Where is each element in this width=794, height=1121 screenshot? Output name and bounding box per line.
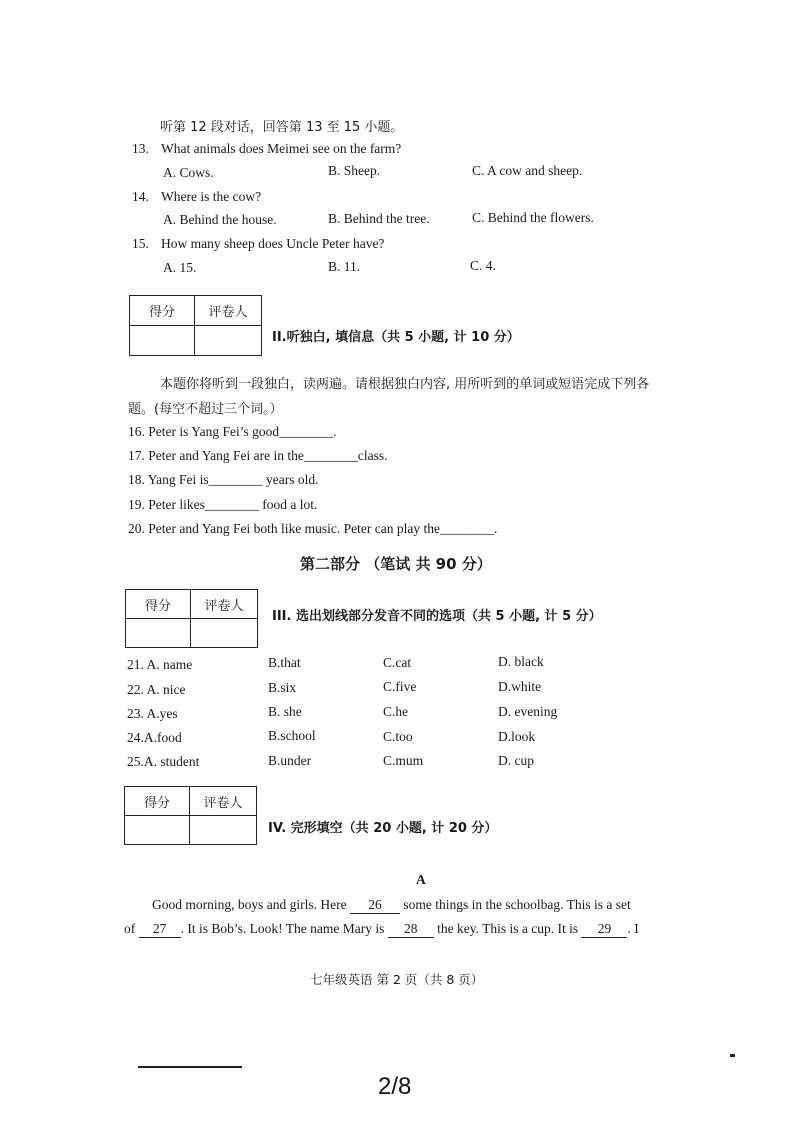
phonics-option: D.white — [498, 679, 542, 694]
phonics-option: C.mum — [383, 753, 424, 768]
scan-mark — [138, 1066, 242, 1068]
phonics-option: C.cat — [383, 655, 412, 670]
passage-label: A — [416, 872, 426, 887]
cloze-blank-28[interactable]: 28 — [388, 921, 434, 938]
score-label: 得分 — [126, 590, 191, 619]
phonics-option: B. she — [268, 704, 302, 719]
phonics-option: 22. A. nice — [127, 682, 186, 697]
option-b: B. 11. — [328, 259, 361, 274]
phonics-option: B.school — [268, 728, 316, 743]
grader-cell — [195, 326, 262, 356]
option-b: B. Behind the tree. — [328, 211, 430, 226]
phonics-option: 25.A. student — [127, 754, 200, 769]
grader-cell — [190, 816, 257, 845]
phonics-option: D. cup — [498, 753, 534, 768]
cloze-blank-26[interactable]: 26 — [350, 897, 400, 914]
grader-label: 评卷人 — [195, 296, 262, 326]
score-cell — [126, 619, 191, 648]
part3-title: III. 选出划线部分发音不同的选项（共 5 小题, 计 5 分） — [272, 609, 602, 624]
question-text: What animals does Meimei see on the farm? — [161, 141, 402, 156]
phonics-option: 23. A.yes — [127, 706, 178, 721]
score-label: 得分 — [130, 296, 195, 326]
phonics-option: B.six — [268, 680, 297, 695]
phonics-option: B.under — [268, 753, 312, 768]
passage-line: Good morning, boys and girls. Here 26 some things in the schoolbag. This is a set — [152, 897, 631, 912]
question-text: Where is the cow? — [161, 189, 262, 204]
listening-intro: 听第 12 段对话，回答第 13 至 15 小题。 — [160, 120, 404, 135]
answer-blank[interactable]: ________ — [279, 424, 334, 439]
phonics-option: D. black — [498, 654, 544, 669]
question-number: 13. — [132, 141, 149, 156]
grader-cell — [191, 619, 258, 648]
passage-line: of 27 . It is Bob’s. Look! The name Mary is 28 the key. This is a cup. It is 29 . I — [124, 921, 639, 936]
fill-item: 18. Yang Fei is________ years old. — [128, 472, 319, 487]
question-text: How many sheep does Uncle Peter have? — [161, 236, 385, 251]
grader-label: 评卷人 — [191, 590, 258, 619]
option-c: C. A cow and sheep. — [472, 163, 583, 178]
part4-title: IV. 完形填空（共 20 小题, 计 20 分） — [268, 821, 498, 836]
cloze-blank-29[interactable]: 29 — [581, 921, 627, 938]
phonics-option: C.he — [383, 704, 409, 719]
answer-blank[interactable]: ________ — [204, 497, 259, 512]
scan-mark — [730, 1054, 735, 1057]
option-a: A. Behind the house. — [163, 212, 277, 227]
part2-title: II.听独白, 填信息（共 5 小题, 计 10 分） — [272, 330, 520, 345]
score-box — [129, 295, 262, 356]
page-indicator: 2/8 — [378, 1073, 412, 1100]
phonics-option: D.look — [498, 729, 536, 744]
score-box — [124, 786, 257, 845]
option-a: A. Cows. — [163, 165, 214, 180]
option-c: C. Behind the flowers. — [472, 210, 594, 225]
score-box — [125, 589, 258, 648]
grader-label: 评卷人 — [190, 787, 257, 816]
score-cell — [130, 326, 195, 356]
answer-blank[interactable]: ________ — [208, 472, 263, 487]
score-label: 得分 — [125, 787, 190, 816]
part2-instruction: 题。(每空不超过三个词。） — [128, 402, 283, 417]
phonics-option: C.too — [383, 729, 413, 744]
phonics-option: B.that — [268, 655, 301, 670]
phonics-option: D. evening — [498, 704, 558, 719]
fill-item: 17. Peter and Yang Fei are in the________class. — [128, 448, 388, 463]
question-number: 14. — [132, 189, 149, 204]
option-a: A. 15. — [163, 260, 197, 275]
option-b: B. Sheep. — [328, 163, 381, 178]
answer-blank[interactable]: ________ — [303, 448, 358, 463]
phonics-option: 24.A.food — [127, 730, 182, 745]
question-number: 15. — [132, 236, 149, 251]
written-section-title: 第二部分 （笔试 共 90 分） — [300, 555, 492, 573]
score-cell — [125, 816, 190, 845]
phonics-option: 21. A. name — [127, 657, 193, 672]
cloze-blank-27[interactable]: 27 — [139, 921, 181, 938]
fill-item: 19. Peter likes________ food a lot. — [128, 497, 318, 512]
answer-blank[interactable]: ________ — [439, 521, 494, 536]
option-c: C. 4. — [470, 258, 496, 273]
fill-item: 20. Peter and Yang Fei both like music. Peter can play the________. — [128, 521, 498, 536]
fill-item: 16. Peter is Yang Fei’s good________. — [128, 424, 337, 439]
phonics-option: C.five — [383, 679, 417, 694]
page-footer: 七年级英语 第 2 页（共 8 页） — [310, 972, 484, 987]
part2-instruction: 本题你将听到一段独白，读两遍。请根据独白内容, 用所听到的单词或短语完成下列各 — [160, 377, 650, 392]
